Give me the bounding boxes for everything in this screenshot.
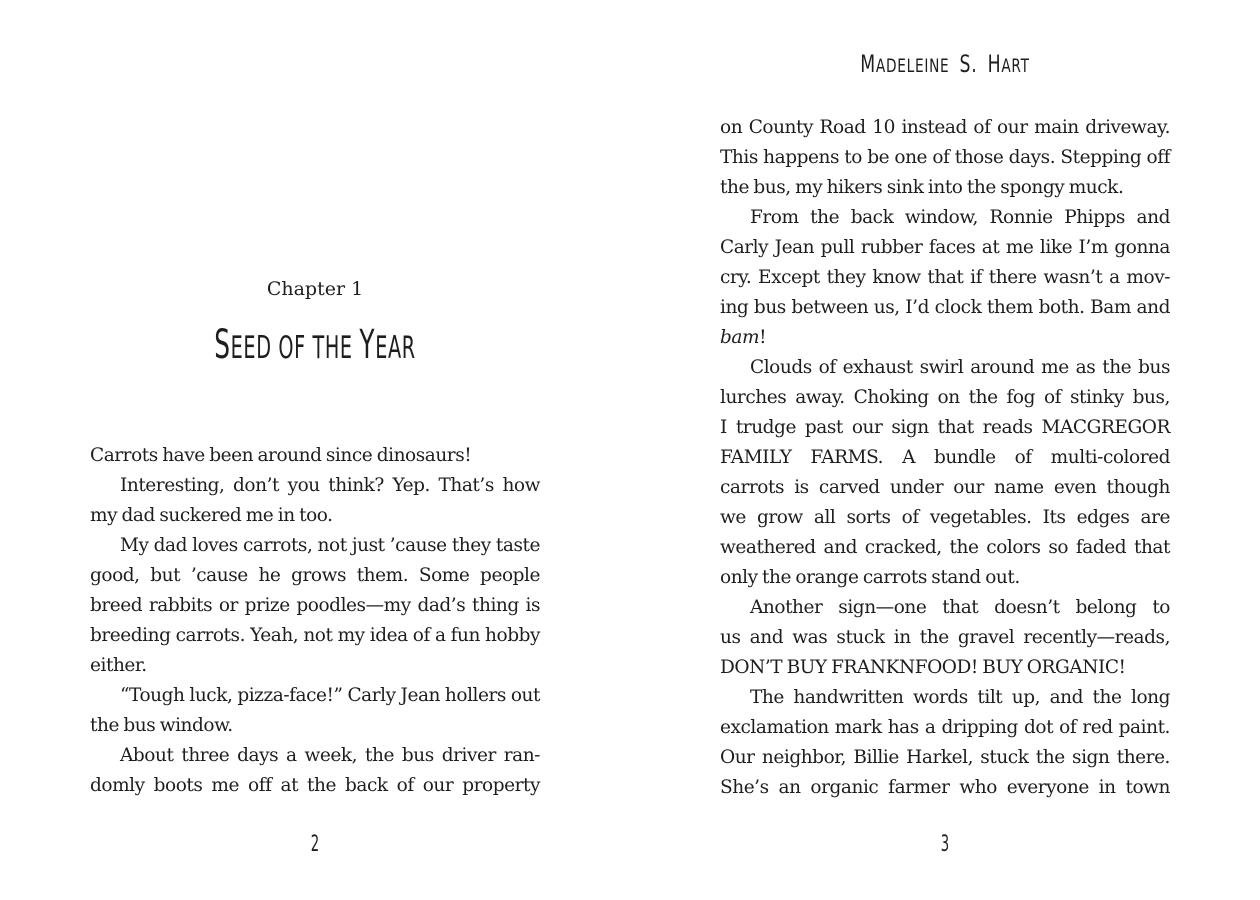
text-line: we grow all sorts of vegetables. Its edges are bbox=[720, 507, 1170, 528]
text-line: my dad suckered me in too. bbox=[90, 505, 333, 526]
text-line: About three days a week, the bus driver ran- bbox=[120, 745, 540, 766]
text-line: carrots is carved under our name even though bbox=[720, 477, 1170, 498]
text-line: From the back window, Ronnie Phipps and bbox=[750, 207, 1170, 228]
text-line: on County Road 10 instead of our main driveway. bbox=[720, 117, 1170, 138]
right-body-text bbox=[720, 113, 1170, 803]
text-line: Another sign—one that doesn’t belong to bbox=[750, 597, 1170, 618]
text-line: Clouds of exhaust swirl around me as the bus bbox=[750, 357, 1170, 378]
right-page bbox=[630, 0, 1260, 900]
text-line: I trudge past our sign that reads MACGREGOR bbox=[720, 417, 1170, 438]
text-line: breeding carrots. Yeah, not my idea of a fun hobby bbox=[90, 625, 540, 646]
page-number: 3 bbox=[940, 832, 950, 857]
text-line: good, but ’cause he grows them. Some people bbox=[90, 565, 540, 586]
text-line: cry. Except they know that if there wasn’t a mov- bbox=[720, 267, 1170, 288]
text-line: exclamation mark has a dripping dot of red paint. bbox=[720, 717, 1170, 738]
text-line: bam! bbox=[720, 327, 767, 348]
text-line: breed rabbits or prize poodles—my dad’s thing is bbox=[90, 595, 540, 616]
text-line: The handwritten words tilt up, and the long bbox=[750, 687, 1170, 708]
chapter-label: Chapter 1 bbox=[266, 278, 364, 300]
text-line: the bus window. bbox=[90, 715, 233, 736]
page-number: 2 bbox=[310, 832, 320, 857]
text-line: Interesting, don’t you think? Yep. That’s how bbox=[120, 475, 540, 496]
text-line: weathered and cracked, the colors so faded that bbox=[720, 537, 1170, 558]
text-line: domly boots me off at the back of our property bbox=[90, 775, 540, 796]
text-line: “Tough luck, pizza-face!” Carly Jean hollers out bbox=[120, 685, 540, 706]
text-line: lurches away. Choking on the fog of stinky bus, bbox=[720, 387, 1170, 408]
text-line: Our neighbor, Billie Harkel, stuck the sign there. bbox=[720, 747, 1170, 768]
text-line: My dad loves carrots, not just ’cause they taste bbox=[120, 535, 540, 556]
left-body-text bbox=[90, 441, 540, 801]
text-line: FAMILY FARMS. A bundle of multi-colored bbox=[720, 447, 1170, 468]
running-head-author: MADELEINE S. HART bbox=[860, 50, 1030, 78]
text-line: only the orange carrots stand out. bbox=[720, 567, 1020, 588]
text-line: Carly Jean pull rubber faces at me like I’m gonna bbox=[720, 237, 1170, 258]
chapter-title: SEED OF THE YEAR bbox=[214, 322, 416, 368]
text-line: This happens to be one of those days. Stepping off bbox=[720, 147, 1170, 168]
text-line: us and was stuck in the gravel recently—reads, bbox=[720, 627, 1170, 648]
text-line: DON’T BUY FRANKNFOOD! BUY ORGANIC! bbox=[720, 657, 1126, 678]
text-line: ing bus between us, I’d clock them both. Bam and bbox=[720, 297, 1170, 318]
text-line: the bus, my hikers sink into the spongy muck. bbox=[720, 177, 1124, 198]
text-line: Carrots have been around since dinosaurs! bbox=[90, 445, 472, 466]
text-line: She’s an organic farmer who everyone in town bbox=[720, 777, 1170, 798]
text-line: either. bbox=[90, 655, 147, 676]
